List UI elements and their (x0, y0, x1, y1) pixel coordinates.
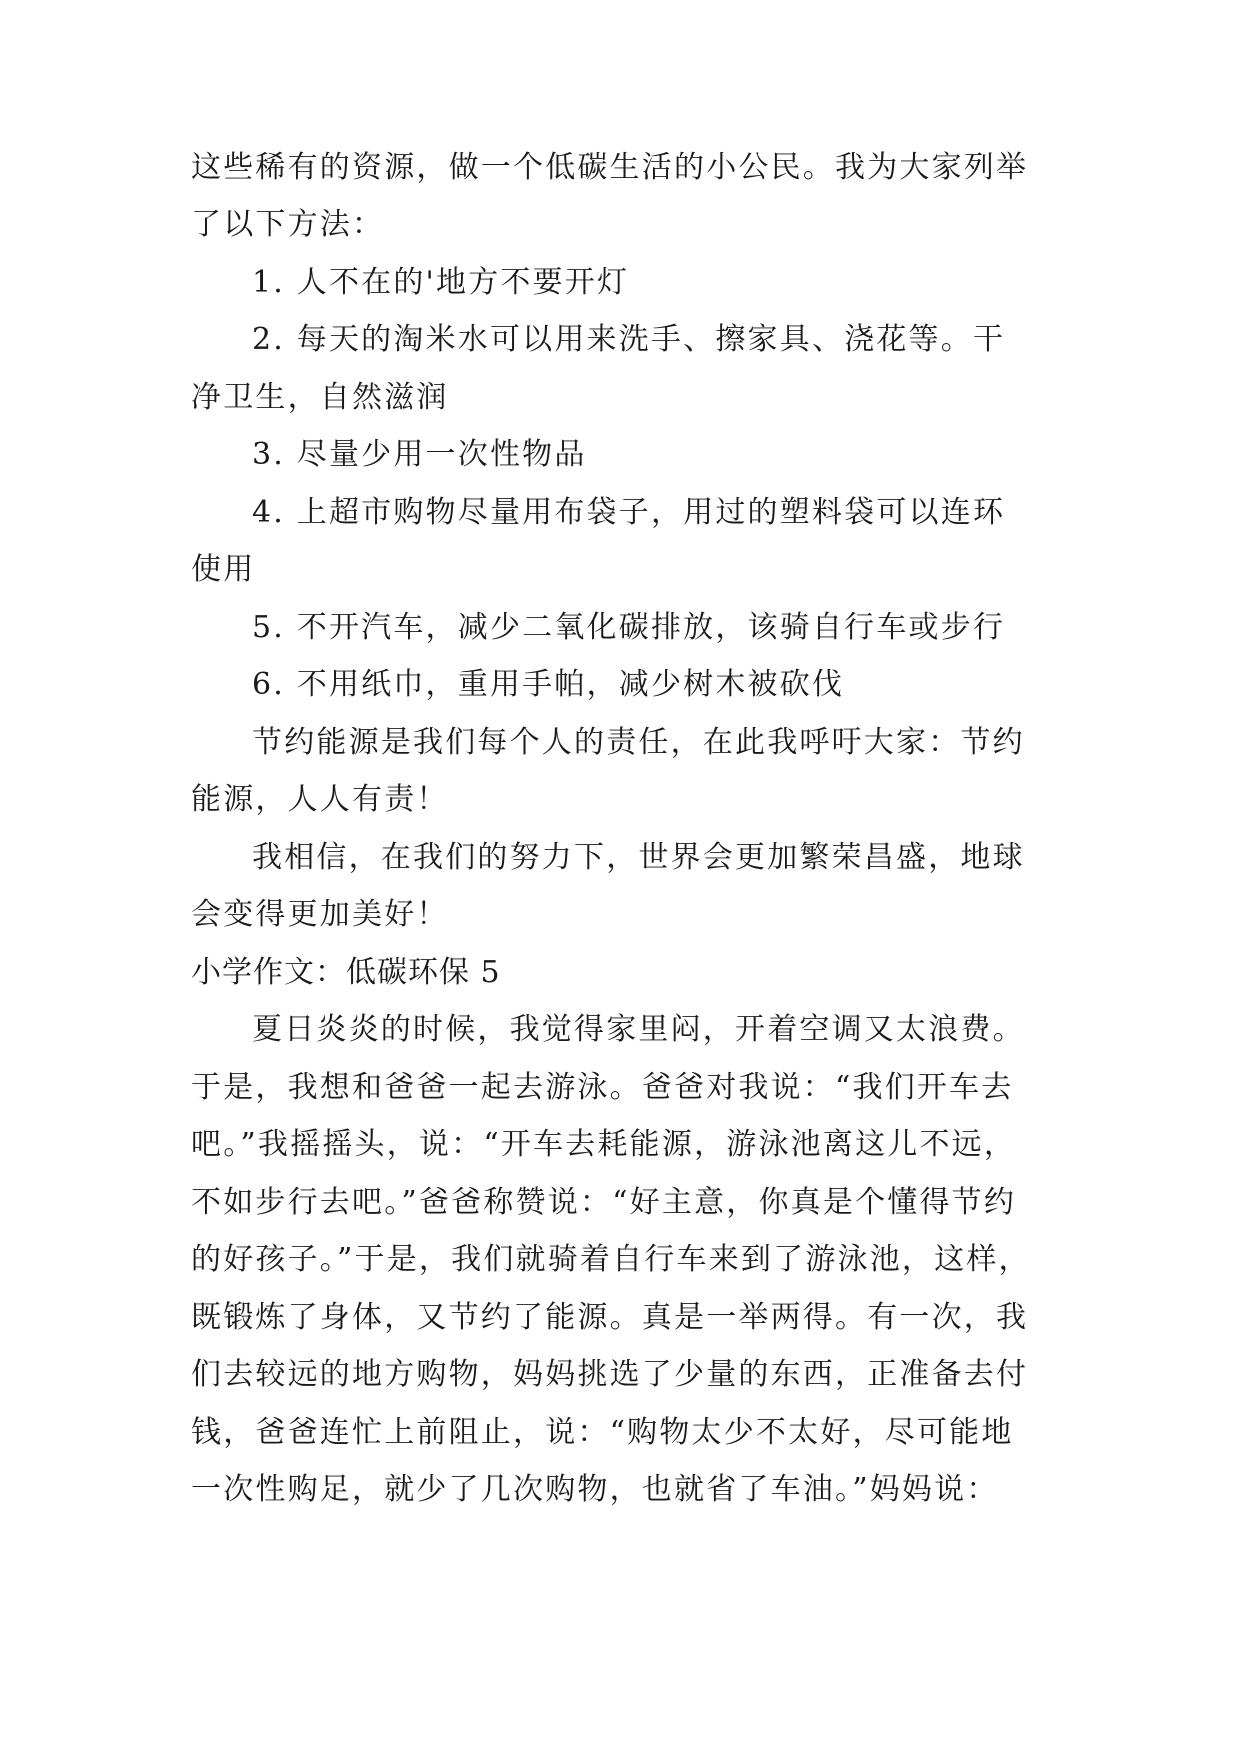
text-line: 了以下方法： (191, 207, 385, 242)
section-heading: 小学作文：低碳环保 5 (191, 955, 501, 990)
text-line: 吧。”我摇摇头，说：“开车去耗能源，游泳池离这儿不远， (191, 1127, 1017, 1162)
text-line: 这些稀有的资源，做一个低碳生活的小公民。我为大家列举 (191, 150, 1029, 185)
list-item: 5. 不开汽车，减少二氧化碳排放，该骑自行车或步行 (252, 610, 1006, 645)
list-item: 6. 不用纸巾，重用手帕，减少树木被砍伐 (252, 667, 845, 702)
paragraph-line: 节约能源是我们每个人的责任，在此我呼吁大家：节约 (252, 725, 1025, 760)
list-item: 4. 上超市购物尽量用布袋子，用过的塑料袋可以连环 (252, 495, 1006, 530)
text-line: 于是，我想和爸爸一起去游泳。爸爸对我说：“我们开车去 (191, 1070, 1014, 1105)
list-item: 3. 尽量少用一次性物品 (252, 437, 587, 472)
paragraph-line: 夏日炎炎的时候，我觉得家里闷，开着空调又太浪费。 (252, 1012, 1025, 1047)
text-line: 会变得更加美好！ (191, 897, 449, 932)
text-line: 能源，人人有责！ (191, 782, 449, 817)
text-line: 净卫生，自然滋润 (191, 380, 449, 415)
list-item: 2. 每天的淘米水可以用来洗手、擦家具、浇花等。干 (252, 322, 1006, 357)
text-line: 既锻炼了身体，又节约了能源。真是一举两得。有一次，我 (191, 1300, 1029, 1335)
text-line: 钱，爸爸连忙上前阻止，说：“购物太少不太好，尽可能地 (191, 1415, 1014, 1450)
text-line: 们去较远的地方购物，妈妈挑选了少量的东西，正准备去付 (191, 1357, 1029, 1392)
list-item: 1. 人不在的'地方不要开灯 (252, 265, 630, 300)
text-line: 的好孩子。”于是，我们就骑着自行车来到了游泳池，这样， (191, 1242, 1031, 1277)
text-line: 一次性购足，就少了几次购物，也就省了车油。”妈妈说： (191, 1472, 999, 1507)
text-line: 不如步行去吧。”爸爸称赞说：“好主意，你真是个懂得节约 (191, 1185, 1017, 1220)
text-line: 使用 (191, 552, 256, 587)
paragraph-line: 我相信，在我们的努力下，世界会更加繁荣昌盛，地球 (252, 840, 1025, 875)
